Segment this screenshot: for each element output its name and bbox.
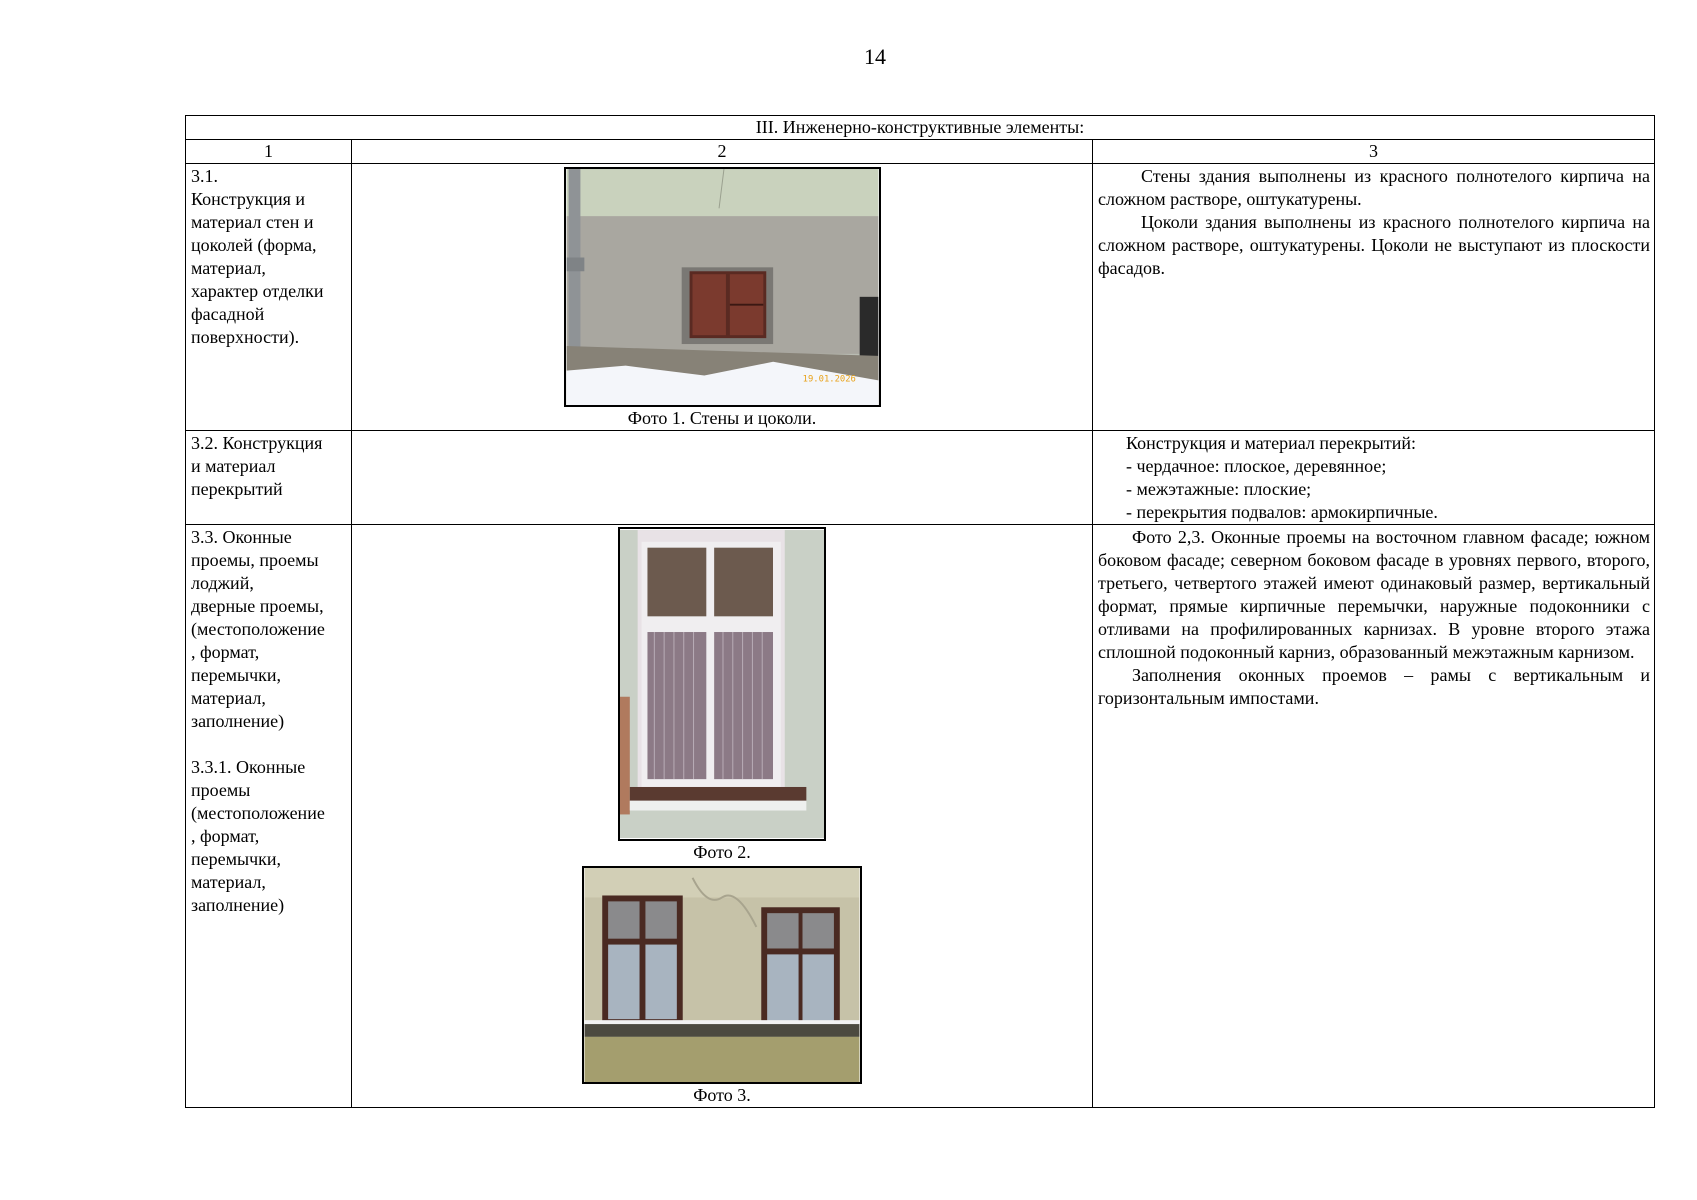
label-line: материал, xyxy=(191,872,266,892)
column-number-1: 1 xyxy=(186,140,352,164)
label-line: заполнение) xyxy=(191,711,285,731)
label-line: , формат, xyxy=(191,642,260,662)
description-paragraph: Фото 2,3. Оконные проемы на восточном главном фасаде; южном боковом фасаде; северном боковом фасаде в уровнях первого, второго, третьего, четвертого этажей имеют одинаковый размер, вертикальный формат, прямые кирпичные перемычки, наружные подоконники с отливами на профилированных карнизах. В уровне второго этажа сплошной подоконный карниз, образованный межэтажным карнизом. xyxy=(1098,527,1651,662)
table-row xyxy=(186,525,1655,1108)
table-row xyxy=(186,431,1655,525)
svg-text:19.01.2026: 19.01.2026 xyxy=(802,374,856,385)
row-label-3-3 xyxy=(186,525,352,1108)
label-line: перемычки, xyxy=(191,665,282,685)
description-paragraph: Цоколи здания выполнены из красного полнотелого кирпича на сложном растворе, оштукатурены. Цоколи не выступают из плоскости фасадов. xyxy=(1098,212,1651,278)
description-3-2 xyxy=(1093,431,1655,525)
label-line: проемы xyxy=(191,780,251,800)
photo-windows-pair xyxy=(582,866,862,1084)
photo-window-single xyxy=(618,527,826,841)
description-3-1 xyxy=(1093,164,1655,431)
photo-caption: Фото 1. Стены и цоколи. xyxy=(627,408,817,428)
photo-caption: Фото 3. xyxy=(693,1085,751,1105)
column-number-2: 2 xyxy=(352,140,1093,164)
label-line: перекрытий xyxy=(191,479,283,499)
description-3-3 xyxy=(1093,525,1655,1108)
label-line: и материал xyxy=(191,456,276,476)
row-label-3-1 xyxy=(186,164,352,431)
description-paragraph: Заполнения оконных проемов – рамы с вертикальным и горизонтальным импостами. xyxy=(1098,665,1651,708)
photo-walls-plinth xyxy=(564,167,881,407)
label-line: (местоположение xyxy=(191,619,325,639)
photo-cell-3-1 xyxy=(352,164,1093,431)
description-paragraph: Стены здания выполнены из красного полнотелого кирпича на сложном растворе, оштукатурены. xyxy=(1098,166,1651,209)
label-line: характер отделки xyxy=(191,281,324,301)
label-line: лоджий, xyxy=(191,573,254,593)
label-line: Конструкция и xyxy=(191,189,306,209)
label-line: 3.3.1. Оконные xyxy=(191,757,306,777)
label-line: 3.1. xyxy=(191,166,218,186)
label-line: материал, xyxy=(191,258,266,278)
list-item: - чердачное: плоское, деревянное; xyxy=(1126,456,1387,476)
table-header-row xyxy=(186,116,1655,140)
label-line: проемы, проемы xyxy=(191,550,319,570)
label-line: фасадной xyxy=(191,304,265,324)
engineering-elements-table xyxy=(185,115,1655,1108)
page-number: 14 xyxy=(864,44,886,69)
label-line: материал стен и xyxy=(191,212,314,232)
label-line: , формат, xyxy=(191,826,260,846)
label-line: перемычки, xyxy=(191,849,282,869)
row-label-3-2 xyxy=(186,431,352,525)
column-number-3: 3 xyxy=(1093,140,1655,164)
label-line: цоколей (форма, xyxy=(191,235,317,255)
list-intro: Конструкция и материал перекрытий: xyxy=(1126,433,1416,453)
label-line: (местоположение xyxy=(191,803,325,823)
photo-cell-3-2 xyxy=(352,431,1093,525)
label-line: 3.3. Оконные xyxy=(191,527,292,547)
photo-caption: Фото 2. xyxy=(693,842,751,862)
label-line xyxy=(191,733,347,756)
label-line: 3.2. Конструкция xyxy=(191,433,323,453)
table-row xyxy=(186,164,1655,431)
photo-cell-3-3 xyxy=(352,525,1093,1108)
label-line: материал, xyxy=(191,688,266,708)
label-line: поверхности). xyxy=(191,327,300,347)
floors-list xyxy=(1126,432,1650,524)
label-line: дверные проемы, xyxy=(191,596,324,616)
list-item: - перекрытия подвалов: армокирпичные. xyxy=(1126,502,1438,522)
column-number-row xyxy=(186,140,1655,164)
section-title: III. Инженерно-конструктивные элементы: xyxy=(186,116,1655,140)
label-line: заполнение) xyxy=(191,895,285,915)
list-item: - межэтажные: плоские; xyxy=(1126,479,1312,499)
